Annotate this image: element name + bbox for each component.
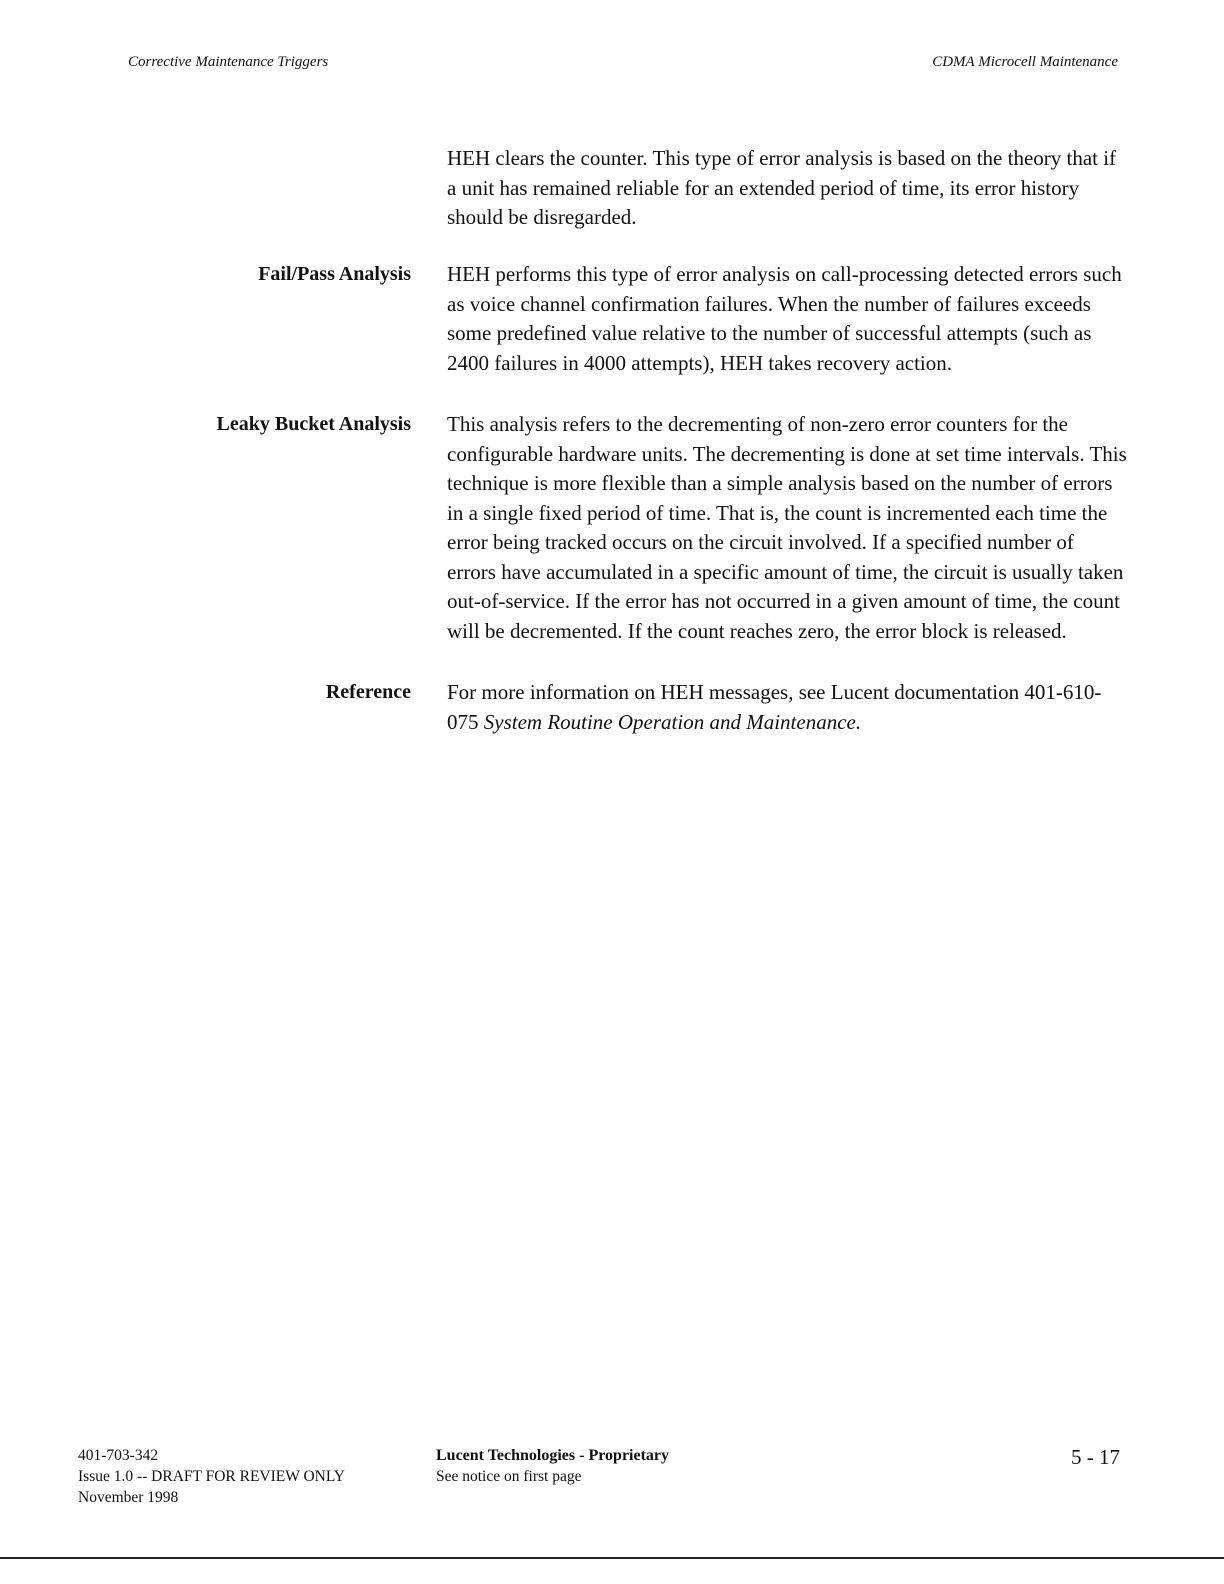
section-label: Leaky Bucket Analysis [216,413,411,435]
bottom-rule [0,1557,1224,1559]
section-label: Reference [325,681,411,703]
continuation-paragraph: HEH clears the counter. This type of error analysis is based on the theory that if a unit has remained reliable for an extended period of time, its error history should be disregarded. [447,146,1117,229]
section-body: This analysis refers to the decrementing of non-zero error counters for the configurable hardware units. The decrementing is done at set time intervals. This technique is more flexible than a simple analysis based on the number of errors in a single fixed period of time. That is, the count is incremented each time the error being tracked occurs on the circuit involved. If a specified number of errors have accumulated in a specific amount of time, the circuit is usually taken out-of-service. If the error has not occurred in a given amount of time, the count will be decremented. If the count reaches zero, the error block is released. [447,412,1127,643]
section-reference [0,678,1224,737]
footer-proprietary-notice [436,1445,669,1487]
page-number: 5 - 17 [1071,1445,1120,1469]
footer-document-info [78,1445,345,1508]
footer-notice: See notice on first page [436,1468,582,1485]
footer-company: Lucent Technologies - Proprietary [436,1447,670,1464]
running-header-right: CDMA Microcell Maintenance [932,54,1118,70]
sections-list [0,260,1224,769]
running-header-left: Corrective Maintenance Triggers [128,54,329,70]
section-body: HEH performs this type of error analysis on call-processing detected errors such as voice channel confirmation failures. When the number of failures exceeds some predefined value relative to the number of successful attempts (such as 2400 failures in 4000 attempts), HEH takes recovery action. [447,262,1122,375]
section-label: Fail/Pass Analysis [258,263,411,285]
section-leaky-bucket-analysis [0,410,1224,646]
reference-title: System Routine Operation and Maintenance. [483,709,862,734]
section-fail-pass-analysis [0,260,1224,378]
footer-issue: Issue 1.0 -- DRAFT FOR REVIEW ONLY [78,1468,345,1485]
reference-text: For more information on HEH messages, see Lucent documentation 401-610-075 [447,680,1102,734]
footer-doc-number: 401-703-342 [78,1447,159,1464]
footer-date: November 1998 [78,1489,179,1506]
section-body [447,678,1127,737]
